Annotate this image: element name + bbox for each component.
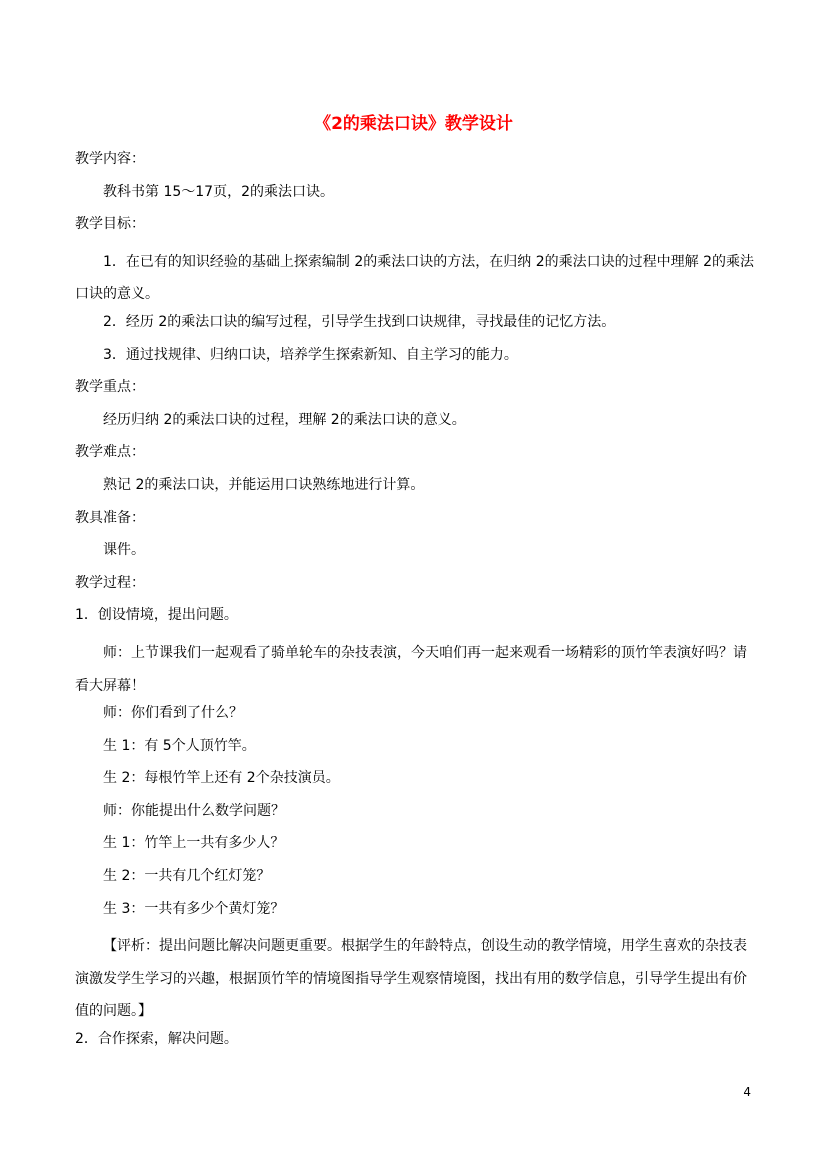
paragraph-line: 课件。 xyxy=(103,542,145,559)
paragraph-line: 2．合作探索，解决问题。 xyxy=(75,1031,238,1048)
paragraph-line: 生 2：一共有几个红灯笼？ xyxy=(103,868,271,885)
paragraph-line: 生 3：一共有多少个黄灯笼？ xyxy=(103,900,285,917)
paragraph-line: 教具准备： xyxy=(75,509,145,526)
paragraph-line: 生 2：每根竹竿上还有 2个杂技演员。 xyxy=(103,770,340,787)
page-number: 4 xyxy=(743,1085,751,1099)
paragraph-line: 教学重点： xyxy=(75,379,145,396)
paragraph-line: 师：上节课我们一起观看了骑单轮车的杂技表演，今天咱们再一起来观看一场精彩的顶竹竿表演好吗？请看大屏幕！ xyxy=(75,644,747,694)
paragraph-line: 【评析：提出问题比解决问题更重要。根据学生的年龄特点，创设生动的教学情境，用学生喜欢的杂技表演激发学生学习的兴趣，根据顶竹竿的情境图指导学生观察情境图，找出有用的数学信息，引导学生提出有价值的问题。】 xyxy=(75,938,747,1020)
paragraph-line: 1．在已有的知识经验的基础上探索编制 2的乘法口诀的方法，在归纳 2的乘法口诀的过程中理解 2的乘法口诀的意义。 xyxy=(75,253,754,303)
paragraph-line: 教学难点： xyxy=(75,444,145,461)
paragraph-line: 师：你们看到了什么？ xyxy=(103,705,243,722)
paragraph-line: 生 1：有 5个人顶竹竿。 xyxy=(103,737,256,754)
paragraph-line: 2．经历 2的乘法口诀的编写过程，引导学生找到口诀规律，寻找最佳的记忆方法。 xyxy=(103,313,616,330)
paragraph-line: 师：你能提出什么数学问题？ xyxy=(103,802,285,819)
paragraph-line: 教科书第 15～17页，2的乘法口诀。 xyxy=(103,183,334,200)
paragraph-line: 教学内容： xyxy=(75,151,145,167)
paragraph-line: 3．通过找规律、归纳口诀，培养学生探索新知、自主学习的能力。 xyxy=(103,346,518,363)
document-body xyxy=(75,148,755,1061)
paragraph-line: 生 1：竹竿上一共有多少人？ xyxy=(103,835,285,852)
paragraph-line: 教学目标： xyxy=(75,216,145,233)
document-title: 《2的乘法口诀》教学设计 xyxy=(314,114,513,134)
paragraph-line: 经历归纳 2的乘法口诀的过程，理解 2的乘法口诀的意义。 xyxy=(103,411,466,428)
paragraph-line: 熟记 2的乘法口诀，并能运用口诀熟练地进行计算。 xyxy=(103,476,425,493)
paragraph-line: 1．创设情境，提出问题。 xyxy=(75,607,238,624)
paragraph-line: 教学过程： xyxy=(75,574,145,591)
